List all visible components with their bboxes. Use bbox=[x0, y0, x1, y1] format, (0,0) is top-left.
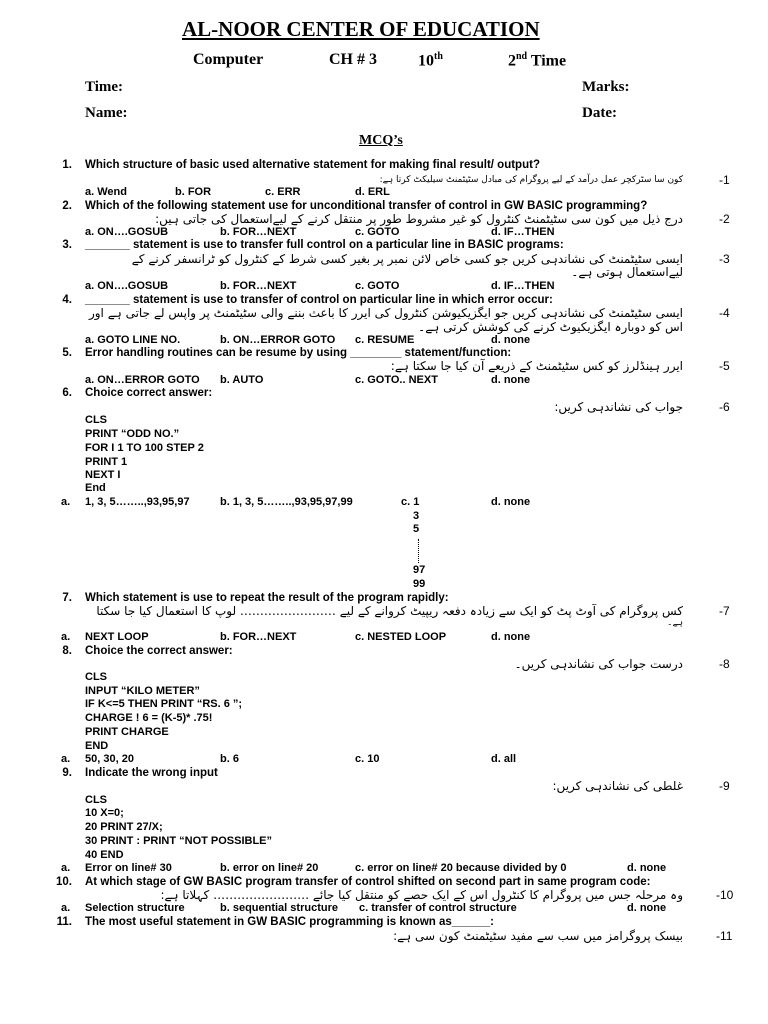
question-urdu: وہ مرحلہ جس میں پروگرام کا کنٹرول اس کے ایک حصے کو منتقل کیا جائے …………………… کہلاتا ہے: bbox=[160, 888, 683, 902]
option-c: c. RESUME bbox=[355, 334, 415, 346]
code-line: NEXT I bbox=[85, 469, 121, 481]
question-number: 5. bbox=[62, 347, 72, 359]
question-text: Choice correct answer: bbox=[85, 387, 213, 399]
option-b: b. error on line# 20 bbox=[220, 862, 319, 874]
urdu-number: -9 bbox=[719, 779, 730, 793]
code-line: End bbox=[85, 482, 106, 494]
option-b: b. 6 bbox=[220, 753, 239, 765]
question-number: 1. bbox=[62, 159, 72, 171]
date-label: Date: bbox=[582, 105, 617, 121]
ellipsis-line bbox=[418, 539, 419, 563]
option-d: d. IF…THEN bbox=[491, 280, 555, 292]
option-d: d. IF…THEN bbox=[491, 226, 555, 238]
question-text: Which structure of basic used alternative statement for making final result/ output? bbox=[85, 159, 540, 171]
code-line: FOR I 1 TO 100 STEP 2 bbox=[85, 442, 204, 454]
option-a-letter: a. bbox=[61, 862, 71, 874]
option-b: b. AUTO bbox=[220, 374, 264, 386]
option-a-letter: a. bbox=[61, 496, 71, 508]
code-line: 40 END bbox=[85, 849, 124, 861]
option-d: d. none bbox=[491, 496, 531, 508]
option-d: d. ERL bbox=[355, 186, 390, 198]
class-label: 10th bbox=[418, 51, 443, 70]
option-c: c. GOTO bbox=[355, 226, 400, 238]
option-a: 50, 30, 20 bbox=[85, 753, 134, 765]
option-a: a. ON…ERROR GOTO bbox=[85, 374, 200, 386]
question-text: Indicate the wrong input bbox=[85, 767, 218, 779]
question-number: 2. bbox=[62, 200, 72, 212]
paper-time-label: 2nd Time bbox=[508, 51, 567, 70]
option-c: c. NESTED LOOP bbox=[355, 631, 447, 643]
urdu-number: -7 bbox=[719, 604, 730, 618]
option-c: c. 10 bbox=[355, 753, 380, 765]
urdu-number: -1 bbox=[719, 173, 730, 187]
question-urdu: درج ذیل میں کون سی سٹیٹمنٹ کنٹرول کو غیر مشروط طور پر منتقل کرنے کے لیےاستعمال کی جاتی ہیں: bbox=[155, 212, 683, 226]
question-number: 6. bbox=[62, 387, 72, 399]
question-number: 9. bbox=[62, 767, 72, 779]
question-urdu: کون سا سٹرکچر عمل درآمد کے لیے پروگرام کی مبادل سٹیٹمنٹ سیلیکٹ کرتا ہے: bbox=[379, 175, 683, 185]
urdu-number: -4 bbox=[719, 306, 730, 320]
option-a: Error on line# 30 bbox=[85, 862, 172, 874]
code-line: CHARGE ! 6 = (K-5)* .75! bbox=[85, 712, 213, 724]
question-text: The most useful statement in GW BASIC programming is known as______: bbox=[85, 916, 494, 928]
option-c: c. ERR bbox=[265, 186, 301, 198]
option-b: b. FOR…NEXT bbox=[220, 226, 297, 238]
option-d: d. none bbox=[627, 902, 667, 914]
question-urdu: ایسی سٹیٹمنٹ کی نشاندہی کریں جو ایگزیکیوشن کنٹرول کی ایرر کا باعث بننے والی سٹیٹمنٹ پر واپس لے جاتی ہے اور bbox=[88, 306, 683, 320]
option-c-stack: 3 bbox=[413, 510, 420, 522]
question-urdu-cont: اس کو دوبارہ ایگزیکیوٹ کرنے کی کوشش کرتی ہے۔ bbox=[418, 320, 683, 334]
urdu-number: -2 bbox=[719, 212, 730, 226]
question-text: Which statement is use to repeat the result of the program rapidly: bbox=[85, 592, 449, 604]
urdu-number: -8 bbox=[719, 657, 730, 671]
option-c: c. 1 bbox=[401, 496, 420, 508]
marks-label: Marks: bbox=[582, 79, 630, 95]
option-a: a. GOTO LINE NO. bbox=[85, 334, 181, 346]
option-c: c. transfer of control structure bbox=[359, 902, 517, 914]
option-b: b. ON…ERROR GOTO bbox=[220, 334, 336, 346]
code-line: 30 PRINT : PRINT “NOT POSSIBLE” bbox=[85, 835, 273, 847]
option-d: d. all bbox=[491, 753, 517, 765]
question-urdu: ایرر ہینڈلرز کو کس سٹیٹمنٹ کے ذریعے آن کیا جا سکتا ہے: bbox=[390, 359, 683, 373]
question-urdu: جواب کی نشاندہی کریں: bbox=[554, 400, 683, 414]
option-a: a. ON….GOSUB bbox=[85, 226, 169, 238]
name-label: Name: bbox=[85, 105, 128, 121]
option-b: b. sequential structure bbox=[220, 902, 338, 914]
option-b: b. FOR…NEXT bbox=[220, 280, 297, 292]
question-number: 11. bbox=[56, 916, 72, 928]
option-a-letter: a. bbox=[61, 902, 71, 914]
option-b: b. FOR bbox=[175, 186, 212, 198]
option-d: d. none bbox=[491, 374, 531, 386]
option-b: b. 1, 3, 5……..,93,95,97,99 bbox=[220, 496, 353, 508]
option-c: c. GOTO bbox=[355, 280, 400, 292]
option-a-letter: a. bbox=[61, 631, 71, 643]
code-line: 10 X=0; bbox=[85, 807, 124, 819]
option-c-stack: 5 bbox=[413, 523, 420, 535]
question-number: 3. bbox=[62, 239, 72, 251]
question-number: 10. bbox=[56, 876, 72, 888]
code-line: PRINT “ODD NO.” bbox=[85, 428, 180, 440]
code-line: PRINT CHARGE bbox=[85, 726, 169, 738]
question-urdu: بیسک پروگرامز میں سب سے مفید سٹیٹمنٹ کون سی ہے: bbox=[393, 929, 683, 943]
code-line: CLS bbox=[85, 414, 107, 426]
option-a: a. Wend bbox=[85, 186, 127, 198]
option-d: d. none bbox=[491, 631, 531, 643]
option-d: d. none bbox=[627, 862, 667, 874]
code-line: 20 PRINT 27/X; bbox=[85, 821, 163, 833]
section-heading: MCQ’s bbox=[359, 133, 403, 148]
option-a: a. ON….GOSUB bbox=[85, 280, 169, 292]
code-line: IF K<=5 THEN PRINT “RS. 6 ”; bbox=[85, 698, 243, 710]
question-text: At which stage of GW BASIC program transfer of control shifted on second part in same program code: bbox=[85, 876, 651, 888]
subject-label: Computer bbox=[193, 51, 264, 68]
question-urdu: درست جواب کی نشاندہی کریں۔ bbox=[514, 657, 683, 671]
time-label: Time: bbox=[85, 79, 124, 95]
chapter-label: CH # 3 bbox=[329, 51, 377, 68]
code-line: CLS bbox=[85, 794, 107, 806]
question-number: 7. bbox=[62, 592, 72, 604]
option-b: b. FOR…NEXT bbox=[220, 631, 297, 643]
option-d: d. none bbox=[491, 334, 531, 346]
option-a: NEXT LOOP bbox=[85, 631, 149, 643]
urdu-number: -11 bbox=[716, 929, 733, 943]
page-title: AL-NOOR CENTER OF EDUCATION bbox=[182, 17, 540, 41]
question-text: _______ statement is use to transfer of control on particular line in which error occur: bbox=[85, 294, 553, 306]
option-a: 1, 3, 5……..,93,95,97 bbox=[85, 496, 190, 508]
question-text: _______ statement is use to transfer full control on a particular line in BASIC programs: bbox=[85, 239, 564, 251]
code-line: CLS bbox=[85, 671, 107, 683]
question-urdu: کس پروگرام کی آوٹ پٹ کو ایک سے زیادہ دفعہ ریپیٹ کروانے کے لیے …………………… لوپ کا استعمال کیا جا سکتا bbox=[96, 604, 683, 618]
code-line: END bbox=[85, 740, 109, 752]
code-line: INPUT “KILO METER” bbox=[85, 685, 200, 697]
question-urdu-cont: لیےاستعمال ہوتی ہے۔ bbox=[571, 265, 683, 279]
question-number: 4. bbox=[62, 294, 72, 306]
question-urdu-cont: ہے۔ bbox=[667, 618, 683, 628]
question-urdu: ایسی سٹیٹمنٹ کی نشاندہی کریں جو کسی خاص لائن نمبر پر بغیر کسی شرط کے کنٹرول کو ٹرانسفر کرنے کے bbox=[131, 252, 683, 266]
option-c-stack: 99 bbox=[413, 578, 426, 590]
question-text: Error handling routines can be resume by using ________ statement/function: bbox=[85, 347, 512, 359]
urdu-number: -10 bbox=[716, 888, 734, 902]
question-urdu: غلطی کی نشاندہی کریں: bbox=[552, 779, 683, 793]
option-c-stack: 97 bbox=[413, 564, 426, 576]
option-a: Selection structure bbox=[85, 902, 185, 914]
question-number: 8. bbox=[62, 645, 72, 657]
urdu-number: -5 bbox=[719, 359, 730, 373]
urdu-number: -3 bbox=[719, 252, 730, 266]
option-a-letter: a. bbox=[61, 753, 71, 765]
question-text: Choice the correct answer: bbox=[85, 645, 233, 657]
urdu-number: -6 bbox=[719, 400, 730, 414]
question-text: Which of the following statement use for unconditional transfer of control in GW BASIC programming? bbox=[85, 200, 648, 212]
option-c: c. error on line# 20 because divided by 0 bbox=[355, 862, 567, 874]
option-c: c. GOTO.. NEXT bbox=[355, 374, 438, 386]
code-line: PRINT 1 bbox=[85, 456, 128, 468]
